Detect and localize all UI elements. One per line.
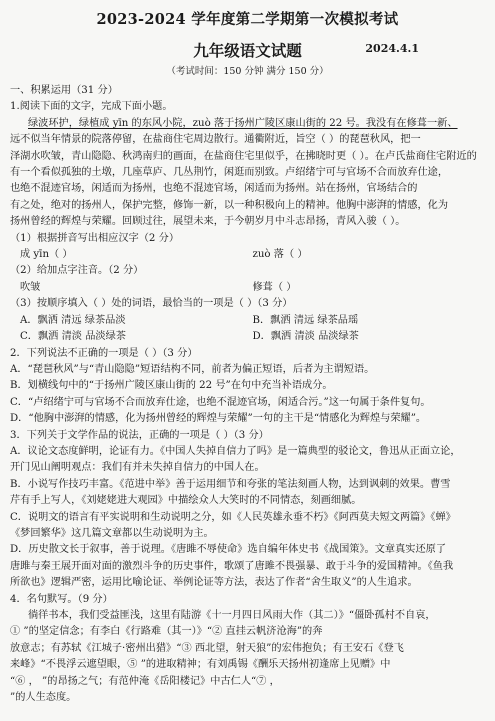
annotate-item: 修葺（ ） [252, 281, 297, 293]
question-1-3-options [10, 313, 485, 346]
fill-line: 徜徉书本，我们受益匪浅，这里有陆游《十一月四日风雨大作（其二）》“僵卧孤村不自哀， [28, 610, 436, 621]
option-c: C．飘洒 清淡 品淡绿茶 [20, 331, 126, 343]
question-3: 3．下列关于文学作品的说法，正确的一项是（ ）（3 分） [10, 429, 269, 441]
question-4: 4．名句默写。（9 分） [10, 593, 113, 605]
question-2: 2．下列说法不正确的一项是（ ）（3 分） [10, 347, 198, 359]
pinyin-item: 成 yīn（ ） [20, 249, 73, 261]
option-line: D．历史散文长于叙事，善于说理。《唐雎不辱使命》选自编年体史书《战国策》。文章真实还原了 [10, 544, 447, 556]
exam-meta: （考试时间：150 分钟 满分 150 分） [166, 66, 329, 77]
passage-line: 有之处，绝对的扬州人，保护完整，修饰一新，以一种积极向上的精神。他胸中澎湃的情感，化为 [10, 199, 449, 211]
option-b: B．划横线句中的“于扬州广陵区康山街的 22 号”在句中充当补语成分。 [10, 380, 333, 392]
option-d: D．“他胸中澎湃的情感，化为扬州曾经的辉煌与荣耀”一句的主干是“情感化为辉煌与荣耀”。 [10, 413, 427, 425]
passage-line: 远不似当年情景的院落停留，在盐商住宅周边散行。通衢附近，旨空（ ）的琵琶秋风，把一 [10, 134, 421, 146]
option-b: B．飘洒 清远 绿茶品瑶 [252, 314, 359, 326]
fill-line: 来峰》“不畏浮云遮望眼，⑤ ”的进取精神；有刘禹锡《酬乐天扬州初逢席上见赠》中 [10, 659, 391, 671]
option-line: 《梦回繁华》这几篇文章都以生动说明为主。 [10, 527, 214, 539]
section-heading: 一、积累运用（31 分） [10, 85, 118, 96]
option-line: 所欲也》逻辑严密，运用比喻论证、举例论证等方法，表达了作者“舍生取义”的人生追求。 [10, 577, 418, 589]
question-1-1: （1）根据拼音写出相应汉字（2 分） [10, 232, 180, 244]
subtitle-row [10, 39, 485, 61]
exam-date: 2024.4.1 [365, 42, 419, 55]
option-line: C．说明文的语言有平实说明和生动说明之分，如《人民英雄永垂不朽》《阿西莫夫短文两篇》《蝉》 [10, 511, 456, 523]
option-line: A．议论文态度鲜明，论证有力。《中国人失掉自信力了吗》是一篇典型的驳论文，鲁迅从正面立论， [10, 445, 461, 457]
passage-line: 绿波环护，绿植成 yīn 的东风小院，zuò 落于扬州广陵区康山街的 22 号。我没有在修葺一新、 [28, 117, 458, 129]
option-line: B．小说写作技巧丰富。《范进中举》善于运用细节和夸张的笔法刻画人物，达到讽刺的效果。曹雪 [10, 478, 451, 490]
option-line: 唐雎与秦王展开面对面的激烈斗争的历史事件，歌颂了唐雎不畏强暴、敢于斗争的爱国精神。《鱼我 [10, 560, 454, 572]
option-c: C．“卢绍绪宁可与官场不合而放弃仕途，也绝不混迹官场，闲适合污。”这一句属于条件复句。 [10, 396, 431, 408]
question-1-3: （3）按顺序填入（ ）处的词语，最恰当的一项是（ ）（3 分） [10, 298, 293, 310]
option-line: 开门见山阐明观点：我们有并未失掉自信力的中国人在。 [10, 462, 265, 474]
question-1-intro: 1.阅读下面的文字，完成下面小题。 [10, 101, 173, 113]
passage [10, 116, 485, 231]
option-d: D．飘洒 清淡 品淡绿茶 [252, 331, 359, 343]
passage-line: 也绝不混迹官场，闲适而为扬州，也绝不混迹官场，闲适而为扬州。站在扬州，官场结合的 [10, 183, 418, 195]
passage-line: 有一个看似孤独的土墩，几座草庐、几丛荆竹，闲逛而别致。卢绍绪宁可与官场不合而放弃仕途， [10, 167, 449, 179]
exam-title: 2023-2024 学年度第二学期第一次模拟考试 [96, 11, 399, 28]
pinyin-item: zuò 落（ ） [252, 249, 308, 261]
option-a: A．“琵琶秋风”与“青山隐隐”短语结构不同，前者为偏正短语，后者为主谓短语。 [10, 363, 375, 375]
option-line: 芹有手上写人，《刘姥姥进大观园》中描绘众人大笑时的不同情态，刻画细腻。 [10, 495, 362, 507]
fill-line: 放意志；有苏轼《江城子·密州出猎》“③ 西北望，射天狼”的宏伟抱负；有王安石《登飞 [10, 642, 404, 654]
option-a: A．飘洒 清远 绿茶品淡 [20, 314, 126, 326]
passage-line: 扬州曾经的辉煌与荣耀。回顾过往，展望未来，于今朝岁月中斗志昂扬，青风入骏（ ）。 [10, 216, 406, 228]
question-1-2: （2）给加点字注音。（2 分） [10, 265, 144, 277]
annotate-item: 吹皱 [20, 281, 41, 293]
question-1-2-items [10, 280, 485, 296]
fill-line: ① ”的坚定信念；有李白《行路难（其一）》“② 直挂云帆济沧海”的奔 [10, 626, 323, 638]
passage-line: 泽湖水吹皱，青山隐隐、秋鸿南归的画面，在盐商住宅里似乎，在拂晓时更（ ）。在卢氏盐商住宅附近的 [10, 150, 477, 162]
exam-subtitle: 九年级语文试题 [193, 41, 302, 60]
question-1-1-items [10, 247, 485, 263]
fill-line: “⑥ ， ”的昂扬之气；有范仲淹《岳阳楼记》中古仁人“⑦ ， [10, 675, 280, 687]
fill-line: ”的人生态度。 [10, 692, 77, 704]
